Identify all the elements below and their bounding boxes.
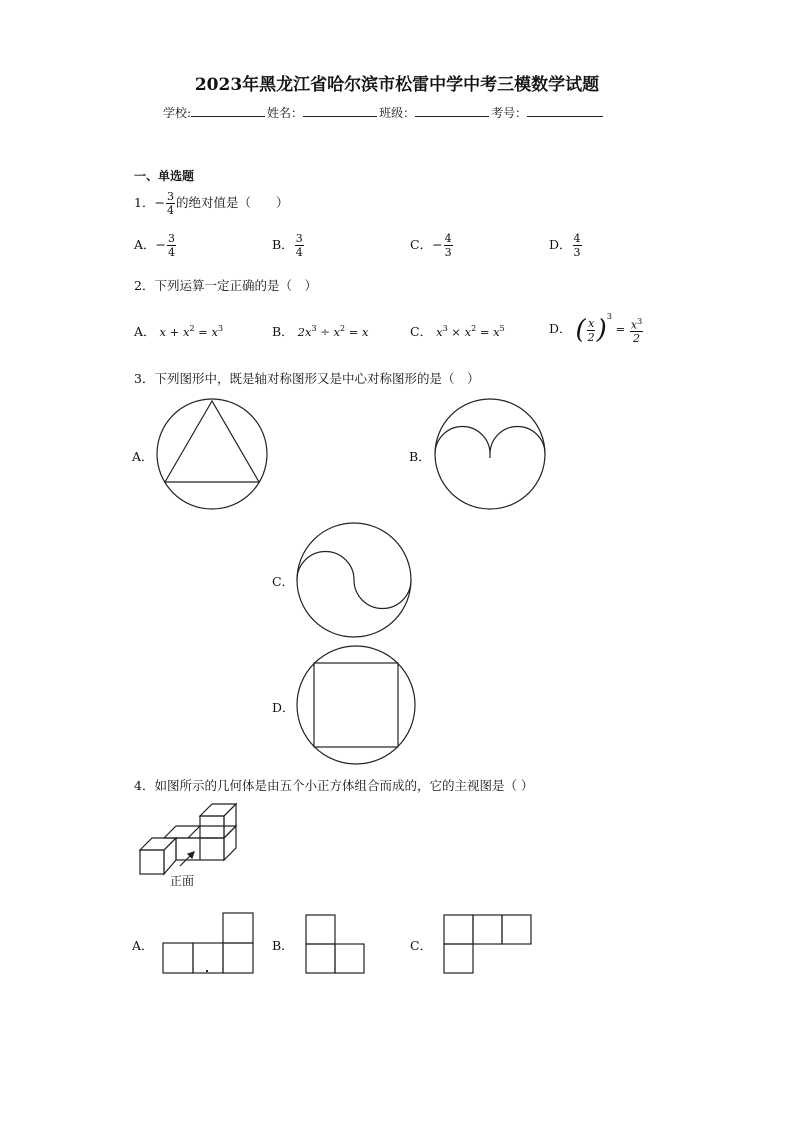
q2-option-c[interactable] <box>410 322 505 340</box>
denominator: 3 <box>444 246 452 259</box>
option-label: D． <box>549 237 572 252</box>
option-label: A． <box>134 237 156 252</box>
page-title: 2023年黑龙江省哈尔滨市松雷中学中考三模数学试题 <box>194 75 600 95</box>
school-label: 学校: <box>163 106 192 120</box>
class-field[interactable] <box>415 104 489 117</box>
q4-option-c-label[interactable]: C． <box>410 938 433 953</box>
question-text: 下列图形中，既是轴对称图形又是中心对称图形的是（ ） <box>154 371 480 386</box>
q1-option-d[interactable] <box>549 232 583 259</box>
option-label: B． <box>272 237 294 252</box>
formula: $x^3 \times x^2 = x^5$ <box>436 324 505 339</box>
class-label: 班级： <box>379 106 416 120</box>
denominator: 4 <box>295 246 303 259</box>
numerator: 3 <box>168 232 176 245</box>
q3-option-b-label[interactable]: B． <box>409 449 431 464</box>
circle-inscribed-square-figure <box>296 645 416 765</box>
question-text: 下列运算一定正确的是（ ） <box>154 278 317 293</box>
fraction <box>167 232 176 259</box>
option-label: C． <box>410 324 433 339</box>
front-label: 正面 <box>170 874 195 888</box>
circle-s-curve-figure <box>296 522 412 638</box>
numerator: 3 <box>295 232 303 245</box>
dot-mark <box>206 970 208 972</box>
question-number: 4． <box>134 778 155 793</box>
number-field[interactable] <box>527 104 603 117</box>
circle-inscribed-triangle-figure <box>156 398 268 510</box>
number-label: 考号： <box>491 106 528 120</box>
option-label: C． <box>410 237 433 252</box>
numerator: 3 <box>166 190 174 203</box>
minus-sign: − <box>155 237 167 252</box>
question-3 <box>134 369 479 387</box>
q1-option-b[interactable] <box>272 232 305 259</box>
question-1 <box>134 190 288 217</box>
option-label: A． <box>134 324 156 339</box>
name-label: 姓名： <box>267 106 304 120</box>
q2-option-d[interactable] <box>549 312 644 345</box>
formula: ( $\frac{x}{2}$ )$^3$ = $\frac{x^3}{2}$ <box>575 312 643 346</box>
minus-sign: − <box>432 237 443 252</box>
front-view-option-c-figure <box>443 914 535 976</box>
numerator: 4 <box>573 232 581 245</box>
section-title: 一、单选题 <box>134 169 195 183</box>
name-field[interactable] <box>303 104 377 117</box>
fraction <box>573 232 582 259</box>
q2-option-b[interactable] <box>272 322 369 340</box>
question-text: 如图所示的几何体是由五个小正方体组合而成的，它的主视图是（ ） <box>154 778 534 793</box>
q4-option-a-label[interactable]: A． <box>132 938 154 953</box>
school-field[interactable] <box>191 104 265 117</box>
question-text: 的绝对值是（ ） <box>175 195 289 210</box>
fraction <box>444 232 453 259</box>
front-view-option-a-figure <box>163 912 255 976</box>
denominator: 3 <box>573 246 581 259</box>
question-number: 1． <box>134 195 155 210</box>
q3-option-c-label[interactable]: C． <box>272 574 295 589</box>
q1-option-a[interactable] <box>134 232 177 259</box>
question-2 <box>134 276 317 294</box>
denominator: 4 <box>166 204 174 217</box>
numerator: 4 <box>444 232 452 245</box>
formula: $x + x^2 = x^3$ <box>159 324 224 339</box>
question-4 <box>134 776 533 794</box>
q4-option-b-label[interactable]: B． <box>272 938 294 953</box>
student-info-line <box>163 104 605 121</box>
front-view-option-b-figure <box>305 914 367 976</box>
fraction <box>295 232 304 259</box>
q2-option-a[interactable] <box>134 322 223 340</box>
q3-option-a-label[interactable]: A． <box>132 449 154 464</box>
minus-sign: − <box>154 195 165 210</box>
fraction <box>166 190 175 217</box>
formula: $2x^3 \div x^2 = x$ <box>297 324 369 339</box>
circle-heart-figure <box>434 398 546 510</box>
question-number: 3． <box>134 371 155 386</box>
option-label: D． <box>549 321 572 336</box>
q3-option-d-label[interactable]: D． <box>272 700 295 715</box>
option-label: B． <box>272 324 294 339</box>
q1-option-c[interactable] <box>410 232 454 259</box>
question-number: 2． <box>134 278 155 293</box>
denominator: 4 <box>168 246 176 259</box>
